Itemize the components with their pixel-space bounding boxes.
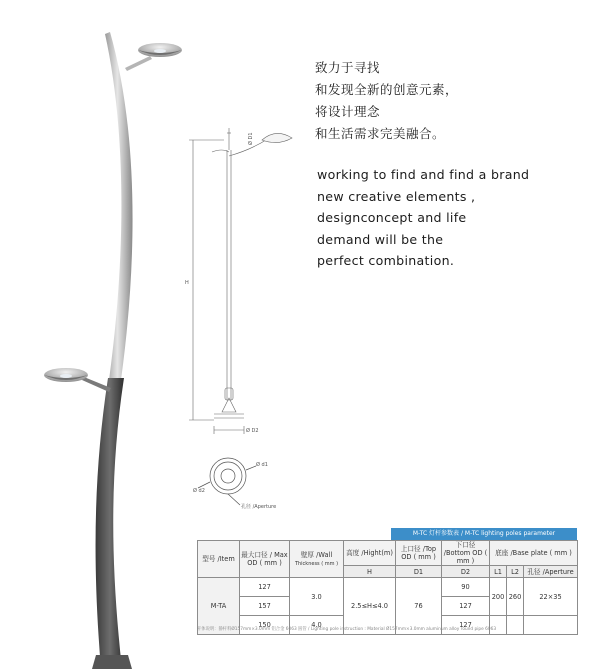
technical-drawing bbox=[189, 128, 292, 434]
cell-wall: 4.0 bbox=[290, 616, 344, 635]
lower-pole bbox=[96, 378, 124, 669]
section-d2-label: Ø d2 bbox=[193, 488, 205, 494]
subheader-l2: L2 bbox=[507, 566, 524, 578]
cell-max-od: 127 bbox=[240, 578, 290, 597]
slogan-english bbox=[317, 164, 529, 272]
upper-pole bbox=[105, 32, 133, 380]
cell-bottom-od: 127 bbox=[442, 597, 490, 616]
header-wall bbox=[290, 541, 344, 578]
cell-max-od: 150 bbox=[240, 616, 290, 635]
header-wall-sub: Thickness ( mm ) bbox=[294, 560, 339, 567]
cell-max-od: 157 bbox=[240, 597, 290, 616]
top-lamp-head bbox=[138, 43, 182, 57]
cell-l1: 200 bbox=[490, 578, 507, 616]
slogan-chinese bbox=[315, 57, 458, 145]
header-wall-label: 壁厚 /Wall bbox=[300, 550, 333, 559]
parameter-table bbox=[197, 540, 578, 635]
table-banner: M-TC 灯杆参数表 / M-TC lighting poles parameter bbox=[391, 528, 577, 540]
slogan-en-line: new creative elements , bbox=[317, 188, 476, 204]
cell-bottom-od: 90 bbox=[442, 578, 490, 597]
aperture-label: 孔径 /Aperture bbox=[241, 504, 277, 510]
slogan-en-line: designconcept and life bbox=[317, 210, 467, 226]
slogan-en-line: demand will be the bbox=[317, 231, 444, 247]
cell-model: M-TA bbox=[198, 578, 240, 635]
table-footnote: 杆体说明：静杆料Ø157mm×3.0mm 铝合金 6063 圆管 / Lighting pole instruction : Material Ø157mm×3.0mm aluminum alloy round pipe 6063 bbox=[197, 627, 497, 632]
height-label: H bbox=[185, 280, 189, 286]
header-base-plate: 底座 /Base plate ( mm ) bbox=[490, 541, 578, 566]
header-max-od: 最大口径 / Max OD ( mm ) bbox=[240, 541, 290, 578]
subheader-l1: L1 bbox=[490, 566, 507, 578]
cell-l2: 260 bbox=[507, 578, 524, 616]
cell-aperture: 22×35 bbox=[524, 578, 578, 616]
section-d1-label: Ø d1 bbox=[256, 462, 268, 468]
cell-height: 2.5≤H≤4.0 bbox=[344, 578, 396, 635]
cell-empty bbox=[507, 616, 524, 635]
header-top-od: 上口径 /Top OD ( mm ) bbox=[396, 541, 442, 566]
slogan-cn-line: 和生活需求完美融合。 bbox=[315, 126, 446, 141]
slogan-cn-line: 和发现全新的创意元素， bbox=[315, 82, 459, 97]
header-height: 高度 /Hight(m) bbox=[344, 541, 396, 566]
header-item: 型号 /Item bbox=[198, 541, 240, 578]
lower-lamp-head bbox=[44, 368, 88, 382]
subheader-h: H bbox=[344, 566, 396, 578]
slogan-en-line: perfect combination. bbox=[317, 253, 455, 269]
subheader-d2: D2 bbox=[442, 566, 490, 578]
cell-bottom-od: 127 bbox=[442, 616, 490, 635]
d1-label: Ø D1 bbox=[248, 132, 254, 145]
slogan-en-line: working to find and find a brand bbox=[317, 167, 530, 182]
subheader-d1: D1 bbox=[396, 566, 442, 578]
pole-base bbox=[92, 655, 132, 669]
lower-arm bbox=[82, 377, 111, 392]
subheader-aperture: 孔径 /Aperture bbox=[524, 566, 578, 578]
cell-wall: 3.0 bbox=[290, 578, 344, 616]
d2-label: Ø D2 bbox=[246, 428, 259, 434]
cell-top-od: 76 bbox=[396, 578, 442, 635]
header-bottom-od: 下口径 /Bottom OD ( mm ) bbox=[442, 541, 490, 566]
top-arm bbox=[125, 56, 152, 71]
cell-empty bbox=[524, 616, 578, 635]
slogan-cn-line: 致力于寻找 bbox=[315, 60, 381, 75]
slogan-cn-line: 将设计理念 bbox=[315, 104, 381, 119]
cross-section-drawing bbox=[198, 458, 256, 505]
